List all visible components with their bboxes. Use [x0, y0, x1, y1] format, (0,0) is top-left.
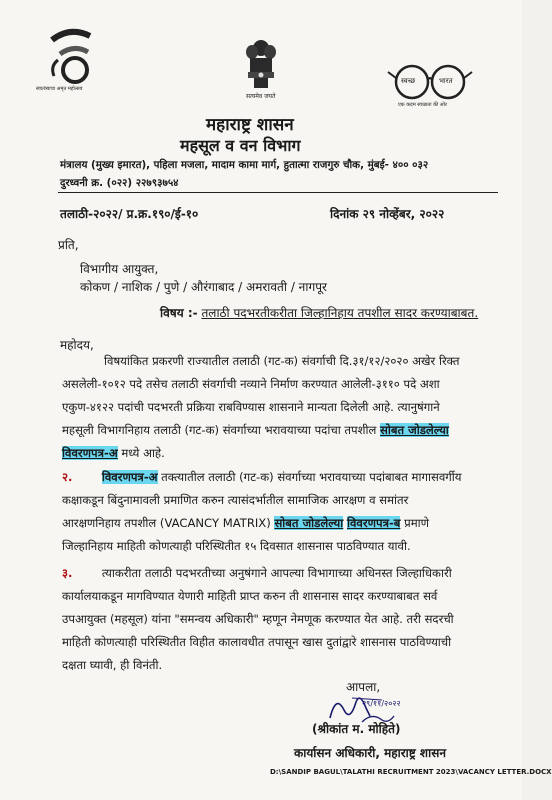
para1-line5: विवरणपत्र-अ मध्ये आहे.: [62, 446, 165, 460]
signature-date: २९/११/२०२२: [362, 699, 401, 708]
emblem-caption: सत्यमेव जयते: [246, 93, 276, 100]
para1-line3: एकुण-४१२२ पदांची पदभरती प्रक्रिया राबविण्यास शासनाने मान्यता दिलेली आहे. त्यानुषंगाने: [62, 400, 440, 414]
subject-line: [160, 306, 478, 320]
amrit-mahotsav-icon: [40, 26, 110, 86]
ashoka-emblem-icon: [244, 38, 278, 90]
para3-line4: माहिती कोणत्याही परिस्थितीत विहीत कालावधीत तपासून खास दुतांद्वारे शासनास पाठविण्याची: [62, 635, 452, 649]
para3-line2: कार्यालयाकडून मागविण्यात येणारी माहिती प्राप्त करुन ती शासनास सादर करण्याबाबत सर्व: [62, 589, 438, 603]
attached-highlight: सोबत जोडलेल्या: [380, 423, 449, 437]
signatory-designation: कार्यासन अधिकारी, महाराष्ट्र शासन: [294, 746, 446, 760]
prati-label: प्रति,: [58, 238, 79, 252]
para1-line2: असलेली-१०१२ पदे तसेच तलाठी संवर्गाची नव्याने निर्माण करण्यात आलेली-३११० पदे अशा: [62, 377, 440, 391]
para1-line1: विषयांकित प्रकरणी राज्यातील तलाठी (गट-क) संवर्गाची दि.३१/१२/२०२० अखेर रिक्त: [104, 354, 460, 368]
para2-line1: २. विवरणपत्र-अ तक्त्यातील तलाठी (गट-क) संवर्गाच्या भरावयाच्या पदांबाबत मागासवर्गीय: [62, 470, 462, 484]
para3-line1: ३. त्याकरीता तलाठी पदभरतीच्या अनुषंगाने आपल्या विभागाच्या अधिनस्त जिल्हाधिकारी: [62, 566, 452, 580]
para2-line2: कक्षाकडून बिंदुनामावली प्रमाणित करुन त्यासंदर्भातील सामाजिक आरक्षण व समांतर: [62, 493, 409, 507]
paragraph-3: [62, 562, 502, 677]
swachh-text: स्वच्छ: [401, 77, 416, 85]
department-title: महसूल व वन विभाग: [180, 136, 301, 155]
para2-number: २.: [62, 470, 73, 484]
salutation: महोदय,: [60, 338, 94, 352]
subject-text: तलाठी पदभरतीकरीता जिल्हानिहाय तपशील सादर करण्याबाबत.: [201, 306, 479, 320]
bharat-text: भारत: [439, 77, 453, 85]
para3-line5: दक्षता घ्यावी, ही विनंती.: [62, 658, 163, 672]
subject-label: विषय :-: [160, 306, 198, 320]
vivaranpatra-b-ref: विवरणपत्र-ब: [346, 516, 401, 530]
paragraph-1: [62, 350, 502, 465]
swachh-bharat-logo: [386, 62, 476, 112]
department-phone: दुरध्वनी क्र. (०२२) २२७९३७५४: [60, 177, 179, 189]
amrit-mahotsav-logo: [36, 26, 110, 96]
department-address: मंत्रालय (मुख्य इमारत), पहिला मजला, मादाम कामा मार्ग, हुतात्मा राजगुरु चौक, मुंबई- ४०० ०३२: [60, 159, 429, 171]
para1-line4: महसूली विभागनिहाय तलाठी (गट-क) संवर्गाच्या भरावयाच्या पदांचा तपशील सोबत जोडलेल्या: [62, 423, 449, 437]
swachh-caption: एक कदम स्वच्छता की ओर: [398, 102, 447, 108]
para2-line4: जिल्हानिहाय माहिती कोणत्याही परिस्थितीत १५ दिवसात शासनास पाठविण्यात यावी.: [62, 539, 411, 553]
addressee-line2: कोकण / नाशिक / पुणे / औरंगाबाद / अमरावती / नागपूर: [80, 280, 327, 294]
vivaranpatra-a-ref: विवरणपत्र-अ: [62, 446, 118, 460]
header-divider: [58, 192, 498, 193]
para3-number: ३.: [62, 566, 73, 580]
amrit-mahotsav-caption: स्वातंत्र्याचा अमृत महोत्सव: [36, 86, 83, 92]
letter-date: दिनांक २९ नोव्हेंबर, २०२२: [330, 207, 445, 221]
national-emblem: [244, 38, 278, 100]
addressee-line1: विभागीय आयुक्त,: [80, 262, 159, 276]
vivaranpatra-a-highlight: विवरणपत्र-अ: [101, 470, 158, 484]
attached-highlight-2: सोबत जोडलेल्या: [274, 516, 344, 530]
signatory-name: (श्रीकांत म. मोहिते): [312, 722, 401, 736]
closing-aapla: आपला,: [346, 680, 381, 694]
govt-title: महाराष्ट्र शासन: [206, 115, 294, 135]
footer-file-path: D:\SANDIP BAGUL\TALATHI RECRUITMENT 2023\VACANCY LETTER.DOCX: [270, 768, 552, 776]
reference-number: तलाठी-२०२२/ प्र.क्र.१९०/ई-१०: [60, 207, 199, 221]
gandhi-glasses-icon: [386, 62, 476, 104]
para3-line3: उपआयुक्त (महसूल) यांना "समन्वय अधिकारी" म्हणून नेमणूक करण्यात येत आहे. तरी सदरची: [62, 612, 454, 626]
paragraph-2: [62, 466, 502, 558]
para2-line3: आरक्षणनिहाय तपशील (VACANCY MATRIX) सोबत जोडलेल्या विवरणपत्र-ब प्रमाणे: [62, 516, 430, 530]
